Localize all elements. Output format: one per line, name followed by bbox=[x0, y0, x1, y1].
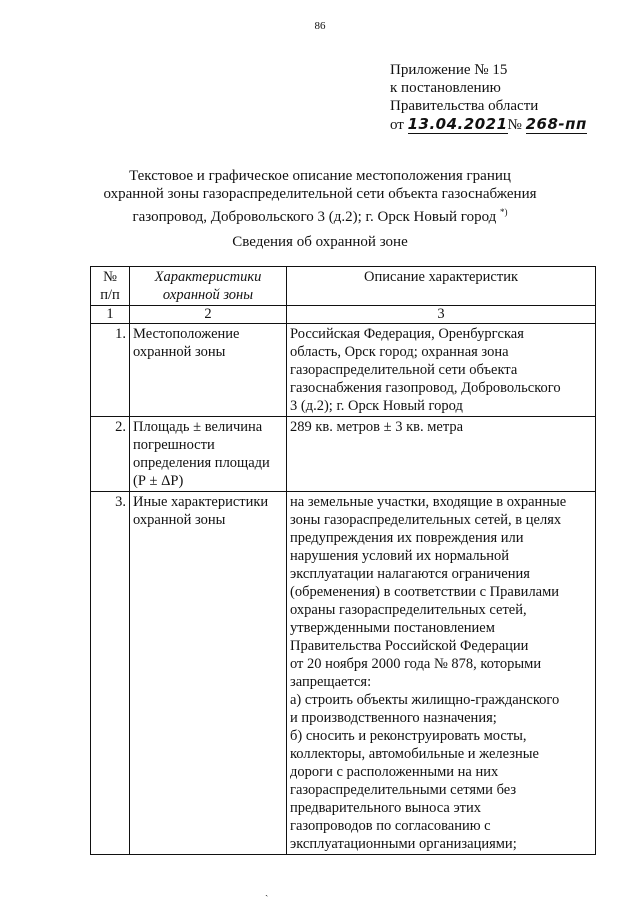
title-line: газопровод, Добровольского 3 (д.2); г. Орск Новый город *) bbox=[132, 207, 508, 225]
zone-table bbox=[90, 266, 596, 855]
appendix-date-line bbox=[390, 115, 587, 134]
title-line: охранной зоны газораспределительной сети объекта газоснабжения bbox=[103, 186, 537, 202]
appendix-line: к постановлению bbox=[390, 80, 501, 96]
handwritten-date: 13.04.2021 bbox=[407, 115, 508, 133]
section-subtitle: Сведения об охранной зоне bbox=[232, 234, 408, 250]
appendix-block bbox=[390, 61, 587, 134]
row-number: 3. bbox=[91, 492, 130, 855]
title-line: Текстовое и графическое описание местоположения границ bbox=[129, 168, 511, 184]
index-cell: 2 bbox=[130, 306, 287, 324]
index-cell: 3 bbox=[287, 306, 596, 324]
header-num: № п/п bbox=[91, 267, 130, 306]
row-characteristic: Местоположение охранной зоны bbox=[130, 324, 287, 417]
row-characteristic: Площадь ± величина погрешности определения площади (Р ± ΔР) bbox=[130, 417, 287, 492]
row-description: на земельные участки, входящие в охранные зоны газораспределительных сетей, в целях предупреждения их повреждения или нарушения условий их нормальной эксплуатации налагаются ограничения (обременения) в соответствии с Правилами охраны газораспределительных сетей, утвержденными постановлением Правительства Российской Федерации от 20 ноября 2000 года № 878, которыми запрещается: а) строить объекты жилищно-гражданского и производственного назначения; б) сносить и реконструировать мосты, коллекторы, автомобильные и железные дороги с расположенными на них газораспределительными сетями без предварительного выноса этих газопроводов по согласованию с эксплуатационными организациями; bbox=[287, 492, 596, 855]
row-description: Российская Федерация, Оренбургская область, Орск город; охранная зона газораспределительной сети объекта газоснабжения газопровод, Добровольского 3 (д.2); г. Орск Новый город bbox=[287, 324, 596, 417]
table-row bbox=[91, 324, 596, 417]
appendix-line: Правительства области bbox=[390, 98, 539, 114]
table-row bbox=[91, 417, 596, 492]
row-number: 1. bbox=[91, 324, 130, 417]
appendix-title: Приложение № 15 bbox=[390, 62, 508, 78]
row-description: 289 кв. метров ± 3 кв. метра bbox=[287, 417, 596, 492]
row-number: 2. bbox=[91, 417, 130, 492]
footnote-mark: *) bbox=[500, 207, 508, 217]
index-cell: 1 bbox=[91, 306, 130, 324]
header-description: Описание характеристик bbox=[287, 267, 596, 306]
table-index-row bbox=[91, 306, 596, 324]
table-row bbox=[91, 492, 596, 855]
row-characteristic: Иные характеристики охранной зоны bbox=[130, 492, 287, 855]
document-title bbox=[100, 167, 540, 226]
page-number: 86 bbox=[314, 20, 326, 32]
handwritten-number: 268-пп bbox=[525, 115, 587, 133]
header-characteristic: Характеристики охранной зоны bbox=[130, 267, 287, 306]
date-prefix: от bbox=[390, 117, 404, 133]
table-header-row bbox=[91, 267, 596, 306]
number-prefix: № bbox=[507, 117, 522, 133]
footer-mark: ˎ bbox=[265, 886, 269, 897]
